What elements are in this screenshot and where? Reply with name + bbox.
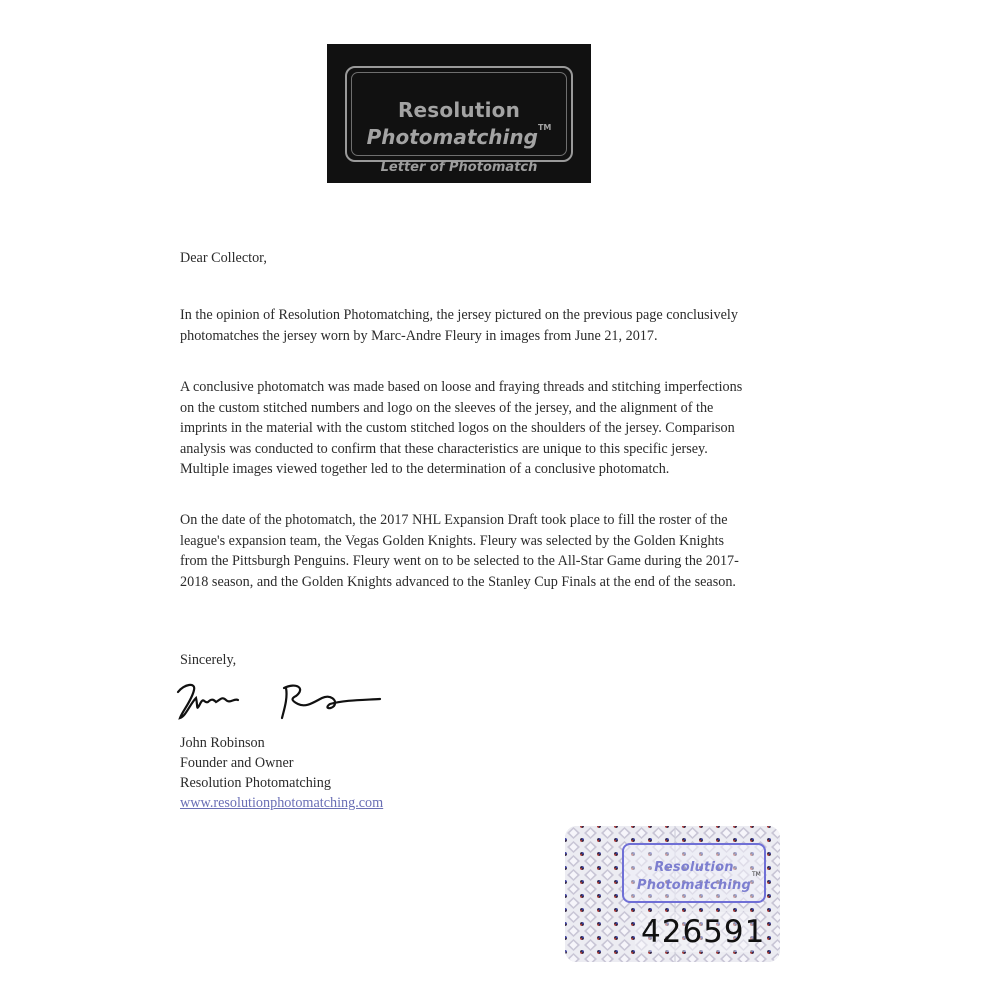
sticker-title-line2: Photomatching: [637, 878, 751, 893]
hologram-sticker: [565, 826, 780, 962]
letter-paragraph-3: On the date of the photomatch, the 2017 NHL Expansion Draft took place to fill the roster of the league's expansion team, the Vegas Golden Knights. Fleury was selected by the Golden Knights from the Pittsburgh Penguins. Fleury went on to be selected to the All-Star Game during the 2017-2018 season, and the Golden Knights advanced to the Stanley Cup Finals at the end of the season.: [180, 512, 739, 590]
logo-title-line1: Resolution: [397, 98, 521, 122]
sticker-trademark: TM: [752, 871, 761, 878]
letter-paragraph-2: A conclusive photomatch was made based on loose and fraying threads and stitching imperfections on the custom stitched numbers and logo on the sleeves of the jersey, and the alignment of the imprints in the material with the custom stitched logos on the shoulders of the jersey. Comparison analysis was conducted to confirm that these characteristics are unique to this specific jersey. Multiple images viewed together led to the determination of a conclusive photomatch.: [180, 379, 743, 477]
company-logo: [327, 44, 591, 183]
signer-company: Resolution Photomatching: [180, 775, 331, 791]
logo-subtitle: Letter of Photomatch: [380, 160, 538, 175]
sticker-badge: [622, 843, 766, 903]
letter-paragraph-1: In the opinion of Resolution Photomatching, the jersey pictured on the previous page conclusively photomatches the jersey worn by Marc-Andre Fleury in images from June 21, 2017.: [180, 307, 738, 344]
logo-title-line2: Photomatching™: [366, 123, 552, 149]
handwritten-signature: [174, 678, 384, 728]
closing: Sincerely,: [180, 652, 237, 668]
signer-name: John Robinson: [180, 735, 265, 751]
signer-title: Founder and Owner: [180, 755, 294, 771]
logo-trademark: TM: [537, 123, 552, 132]
salutation: Dear Collector,: [180, 250, 267, 266]
logo-frame: [345, 66, 573, 175]
sticker-serial-number: 426591: [641, 914, 766, 950]
sticker-title-line1: Resolution: [654, 860, 734, 875]
company-website-link[interactable]: www.resolutionphotomatching.com: [180, 795, 384, 811]
